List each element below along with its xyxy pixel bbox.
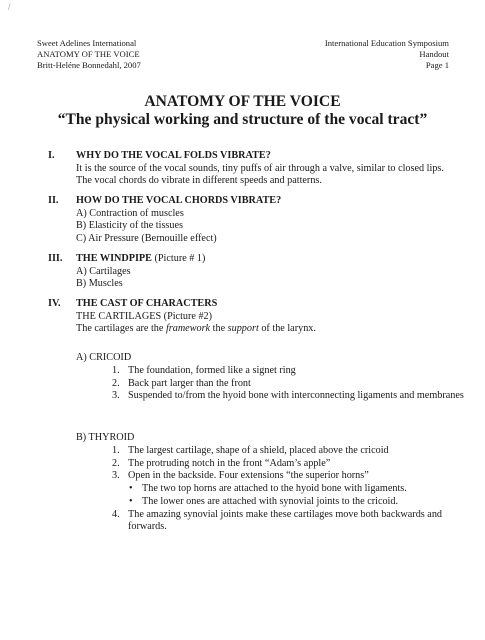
list-item-text: The protruding notch in the front “Adam’s apple” xyxy=(128,457,331,469)
list-item xyxy=(112,470,482,483)
header-page-number: Page 1 xyxy=(425,60,449,70)
section-3-line: B) Muscles xyxy=(76,278,123,290)
bullet-icon: • xyxy=(129,483,133,495)
bullet-text: The two top horns are attached to the hyoid bone with ligaments. xyxy=(142,483,407,495)
list-item-text: The foundation, formed like a signet ring xyxy=(128,365,296,376)
list-item-text: Open in the backside. Four extensions “the superior horns” xyxy=(128,470,369,482)
list-item xyxy=(112,445,482,458)
section-3-number: III. xyxy=(48,253,63,264)
section-4-text: of the larynx. xyxy=(258,323,316,335)
section-4-line xyxy=(76,323,476,336)
section-2-line: B) Elasticity of the tissues xyxy=(76,220,183,232)
list-item-number: 2. xyxy=(112,377,120,389)
section-4-heading: THE CAST OF CHARACTERS xyxy=(76,298,218,309)
list-item-text: The amazing synovial joints make these cartilages move both backwards and forwards. xyxy=(128,508,443,533)
list-item-number: 1. xyxy=(112,445,120,456)
section-1-heading: WHY DO THE VOCAL FOLDS VIBRATE? xyxy=(76,150,271,161)
section-3-heading-text: THE WINDPIPE xyxy=(76,253,152,264)
section-2-heading: HOW DO THE VOCAL CHORDS VIBRATE? xyxy=(76,195,282,206)
thyroid-list xyxy=(112,445,482,534)
document-title: ANATOMY OF THE VOICE xyxy=(144,93,341,110)
list-item-text: Suspended to/from the hyoid bone with interconnecting ligaments and membranes xyxy=(128,390,464,402)
section-3-heading xyxy=(76,253,476,266)
bullet-text: The lower ones are attached with synovial joints to the cricoid. xyxy=(142,495,399,507)
cricoid-label: A) CRICOID xyxy=(76,352,132,363)
document-subtitle: “The physical working and structure of the vocal tract” xyxy=(57,111,428,128)
list-item xyxy=(112,509,482,534)
section-3-heading-note: (Picture # 1) xyxy=(151,253,206,264)
section-4-line: THE CARTILAGES (Picture #2) xyxy=(76,310,213,322)
section-4-number: IV. xyxy=(48,298,61,309)
list-item-text: Back part larger than the front xyxy=(128,377,251,389)
bullet-item xyxy=(112,496,482,509)
header-org: Sweet Adelines International xyxy=(37,38,137,48)
bullet-item xyxy=(112,483,482,496)
list-item-number: 2. xyxy=(112,457,120,469)
support-emphasis: support xyxy=(227,323,259,335)
cricoid-list xyxy=(112,365,482,403)
header-doc-title: ANATOMY OF THE VOICE xyxy=(37,49,140,59)
header-handout: Handout xyxy=(419,49,449,59)
header-left xyxy=(37,38,141,71)
scan-mark: / xyxy=(8,2,11,12)
section-1-line: The vocal chords do vibrate in different speeds and patterns. xyxy=(76,175,322,187)
header-author: Britt-Heléne Bonnedahl, 2007 xyxy=(37,60,141,70)
list-item-number: 1. xyxy=(112,365,120,376)
section-4-text: the xyxy=(210,323,228,335)
list-item-number: 4. xyxy=(112,508,120,520)
section-1-line: It is the source of the vocal sounds, tiny puffs of air through a valve, similar to closed lips. xyxy=(76,162,444,174)
list-item xyxy=(112,390,482,403)
section-2-line: A) Contraction of muscles xyxy=(76,207,184,219)
thyroid-label: B) THYROID xyxy=(76,432,135,443)
list-item-number: 3. xyxy=(112,470,120,482)
section-3-line: A) Cartilages xyxy=(76,265,131,277)
section-1-number: I. xyxy=(48,150,55,161)
list-item-number: 3. xyxy=(112,390,120,402)
list-item xyxy=(112,458,482,471)
section-2-line: C) Air Pressure (Bernouille effect) xyxy=(76,233,217,245)
section-2-number: II. xyxy=(48,195,59,206)
header-event: International Education Symposium xyxy=(324,38,449,48)
list-item-text: The largest cartilage, shape of a shield, placed above the cricoid xyxy=(128,445,389,456)
bullet-icon: • xyxy=(129,495,133,507)
framework-emphasis: framework xyxy=(165,323,211,335)
list-item xyxy=(112,378,482,391)
list-item xyxy=(112,365,482,378)
section-4-text: The cartilages are the xyxy=(76,323,166,335)
header-right xyxy=(325,38,449,71)
